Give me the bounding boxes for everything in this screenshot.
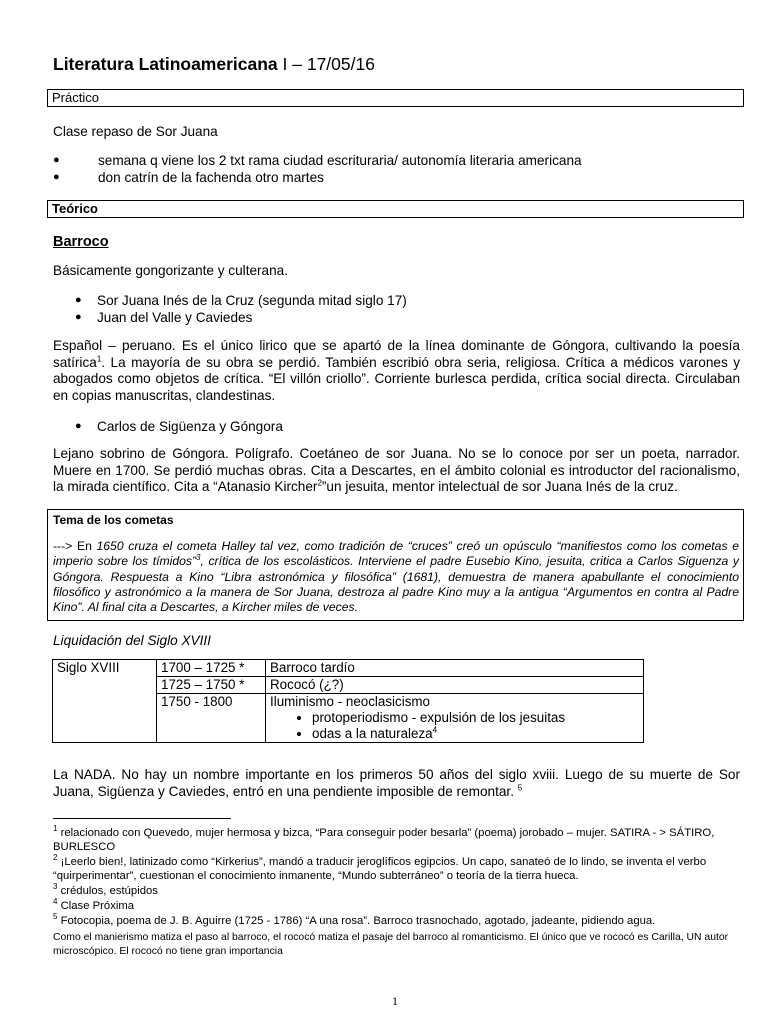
list-item: • protoperiodismo - expulsión de los jesuitas (312, 710, 639, 726)
footnote-num: 1 (53, 824, 58, 834)
teorico-label-box (47, 200, 744, 218)
title-rest: I – 17/05/16 (277, 54, 375, 74)
movement-cell: Barroco tardío (266, 660, 644, 677)
period-cell: 1750 - 1800 (157, 694, 266, 743)
footnote-ref-4: 4 (432, 725, 438, 735)
footnote-num: 3 (53, 882, 58, 892)
footnote-4 (53, 897, 743, 914)
siguenza-text-b: ”un jesuita, mentor intelectual de sor Juana Inés de la cruz. (321, 479, 678, 494)
movement-sublist (270, 710, 639, 742)
footnote-text: Fotocopia, poema de J. B. Aguirre (1725 - 1786) “A una rosa”. Barroco trasnochado, agotado, jadeante, pidiendo agua. (57, 915, 656, 927)
cometas-body (53, 539, 739, 615)
footnote-ref-3: 3 (196, 553, 201, 563)
caviedes-paragraph (53, 338, 740, 404)
movement-cell: Rococó (¿?) (266, 677, 644, 694)
practico-intro: Clase repaso de Sor Juana (53, 124, 218, 139)
page-number: 1 (392, 994, 398, 1008)
footnote-extra: Como el manierismo matiza el paso al barroco, el rococó matiza el pasaje del barroco al romanticismo. El único que ve rococó es Carilla, UN autor microscópico. El rococó no tiene gran importancia (53, 932, 729, 957)
footnote-text: relacionado con Quevedo, mujer hermosa y bizca, “Para conseguir poder besarla” (poema) jorobado – mujer. SATIRA - > SÁTIRO, BURLESCO (53, 827, 715, 853)
title-main: Literatura Latinoamericana (53, 54, 278, 74)
footnote-ref-2: 2 (317, 478, 322, 488)
practico-bullet-1-text: semana q viene los 2 txt rama ciudad escrituraria/ autonomía literaria americana (98, 153, 582, 168)
period-cell: 1725 – 1750 * (157, 677, 266, 694)
table-row (53, 660, 644, 677)
footnote-num: 2 (53, 853, 58, 863)
teorico-bullet-2-text: Juan del Valle y Caviedes (97, 310, 253, 325)
cometas-heading: Tema de los cometas (53, 513, 174, 527)
practico-bullet-2-text: don catrín de la fachenda otro martes (98, 170, 324, 185)
teorico-bullet-1-text: Sor Juana Inés de la Cruz (segunda mitad siglo 17) (97, 293, 407, 308)
footnote-num: 4 (53, 897, 58, 907)
barroco-heading-text: Barroco (53, 234, 109, 250)
siguenza-text-a: Lejano sobrino de Góngora. Polígrafo. Coetáneo de sor Juana. No se lo conoce por ser un poeta, narrador. Muere en 1700. Se perdió muchas obras. Cita a Descartes, en el ámbito colonial es introductor del racionalismo, la mirada científico. Cita a “Atanasio Kircher (53, 446, 740, 494)
footnote-ref-1: 1 (96, 353, 102, 363)
caviedes-text-b: . La mayoría de su obra se perdió. También escribió obra seria, religiosa. Crítica a médicos varones y abogados como objetos de crítica. “El villón criollo”. Corriente burlesca perdida, crítica social directa. Circulaban en copias manuscritas, clandestinas. (53, 354, 740, 403)
footnote-text: crédulos, estúpidos (57, 885, 158, 897)
period-cell: 1700 – 1725 * (157, 660, 266, 677)
cometas-text-a: 1650 cruza el cometa Halley tal vez, como tradición de “cruces” creó un opúsculo “manifiestos como los cometas e imperio sobre los tímidos” (53, 539, 739, 569)
century-table (52, 659, 644, 743)
cometas-arrow: ---> En (53, 539, 97, 553)
footnote-text: ¡Leerlo bien!, latinizado como “Kirkerius”, mandó a traducir jeroglíficos egipcios. Un capo, sanateó de lo lindo, se inventa el verbo “quirperimentar”, cuestionan el conocimiento inmanente, “Mundo subterráneo” o teoría de la tierra hueca. (53, 856, 707, 882)
footnote-ref-5: 5 (517, 782, 523, 792)
document-title (53, 54, 375, 75)
practico-label-box (47, 89, 744, 107)
footnote-1 (53, 824, 743, 855)
siguenza-paragraph (53, 446, 740, 496)
teorico-bullet-3-text: Carlos de Sigüenza y Góngora (97, 419, 283, 434)
nada-paragraph (53, 767, 740, 800)
document-page: Literatura Latinoamericana I – 17/05/16 Práctico Clase repaso de Sor Juana ● semana q viene los 2 txt rama ciudad escrituraria/ autonomía literaria americana ● don catrín de la fachenda otro martes Teórico Barroco Básicamente gongorizante y culterana. ● Sor Juana Inés de la Cruz (segunda mitad siglo 17) ● Juan del Valle y Caviedes Español – peruano. Es el único lirico que se apartó de la línea dominante de Góngora, cultivando la poesía satírica$^1$. La mayoría de su obra se perdió. También escribió obra seria, religiosa. Crítica a médicos varones y abogados como objetos de crítica. “El villón criollo”. Corriente burlesca perdida, crítica social directa. Circulaban en copias manuscritas, clandestinas. ● Carlos de Sigüenza y Góngora Lejano sobrino de Góngora. Polígrafo. Coetáneo de sor Juana. No se lo conoce por ser un poeta, narrador. Muere en 1700. Se perdió muchas obras. Cita a Descartes, en el ámbito colonial es introductor del racionalismo, la mirada científico. Cita a “Atanasio Kircher$^2$”un jesuita, mentor intelectual de sor Juana Inés de la cruz. Tema de los cometas ---> En 1650 cruza el cometa Halley tal vez, como tradición de “cruces” creó un opúsculo “manifiestos como los cometas e imperio sobre los tímidos”$^3$, crítica de los escolásticos. Interviene el padre Eusebio Kino, jesuita, critica a Carlos Siguenza y Góngora. Respuesta a Kino “Libra astronómica y filosófica” (1681), demuestra de manera apabullante el conocimiento filosófico y astronómico a la manera de Sor Juana, destroza al padre Kino muy a la antigua “Argumentos en contra al Padre Kino”. Al final cita a Descartes, a Kircher miles de veces. Liquidación del Siglo XVIII Siglo XVIII 1700 – 1725 * Barroco tardío 1725 – 1750 * Rococó (¿?) 1750 - 1800 Iluminismo - neoclasicismo • protoperiodismo - expulsión de los jesuitas • odas a la naturaleza$^4$ La NADA. No hay un nombre importante en los primeros 50 años del siglo xviii. Luego de su muerte de Sor Juana, Sigüenza y Caviedes, entró en una pendiente imposible de remontar. $^5$ $^1$ relacionado con Quevedo, mujer hermosa y bizca, “Para conseguir poder besarla” (poema) jorobado – mujer. SATIRA - > SÁTIRO, BURLESCO $^2$ ¡Leerlo bien!, latinizado como “Kirkerius”, mandó a traducir jeroglíficos egipcios. Un capo, sanateó de lo lindo, se inventa el verbo “quirperimentar”, cuestionan el conocimiento inmanente, “Mundo subterráneo” o teoría de la tierra hueca. $^3$ crédulos, estúpidos $^4$ Clase Próxima $^5$ Fotocopia, poema de J. B. Aguirre (1725 - 1786) “A una rosa”. Barroco trasnochado, agotado, jadeante, pidiendo agua. Como el manierismo matiza el paso al barroco, el rococó matiza el pasaje del barroco al romanticismo. El único que ve rococó es Carilla, UN autor microscópico. El rococó no tiene gran importancia 1 (0, 0, 768, 1024)
footnote-num: 5 (53, 912, 58, 922)
teorico-label: Teórico (52, 201, 98, 216)
movement-text: Iluminismo - neoclasicismo (270, 694, 430, 709)
cometas-box (47, 509, 744, 621)
footnote-5 (53, 912, 743, 929)
liquidacion-heading: Liquidación del Siglo XVIII (53, 633, 211, 648)
cometas-text-b: , crítica de los escolásticos. Interviene el padre Eusebio Kino, jesuita, critica a Carlos Siguenza y Góngora. Respuesta a Kino “Libra astronómica y filosófica” (1681), demuestra de manera apabullante el conocimiento filosófico y astronómico a la manera de Sor Juana, destroza al padre Kino muy a la antigua “Argumentos en contra al Padre Kino”. Al final cita a Descartes, a Kircher miles de veces. (53, 554, 739, 615)
footnote-3 (53, 882, 743, 899)
list-item (312, 726, 639, 742)
barroco-heading (53, 233, 109, 251)
century-cell: Siglo XVIII (53, 660, 157, 743)
practico-label: Práctico (52, 90, 99, 105)
nada-text: La NADA. No hay un nombre importante en los primeros 50 años del siglo xviii. Luego de su muerte de Sor Juana, Sigüenza y Caviedes, entró en una pendiente imposible de remontar. (53, 767, 740, 799)
footnote-separator (53, 818, 231, 819)
list-item-text: odas a la naturaleza (312, 726, 433, 741)
caviedes-text-a: Español – peruano. Es el único lirico que se apartó de la línea dominante de Góngora, cultivando la poesía satírica (53, 338, 740, 370)
movement-cell (266, 694, 644, 743)
footnote-2 (53, 853, 743, 884)
footnote-text: Clase Próxima (57, 900, 135, 912)
barroco-intro: Básicamente gongorizante y culterana. (53, 263, 289, 278)
